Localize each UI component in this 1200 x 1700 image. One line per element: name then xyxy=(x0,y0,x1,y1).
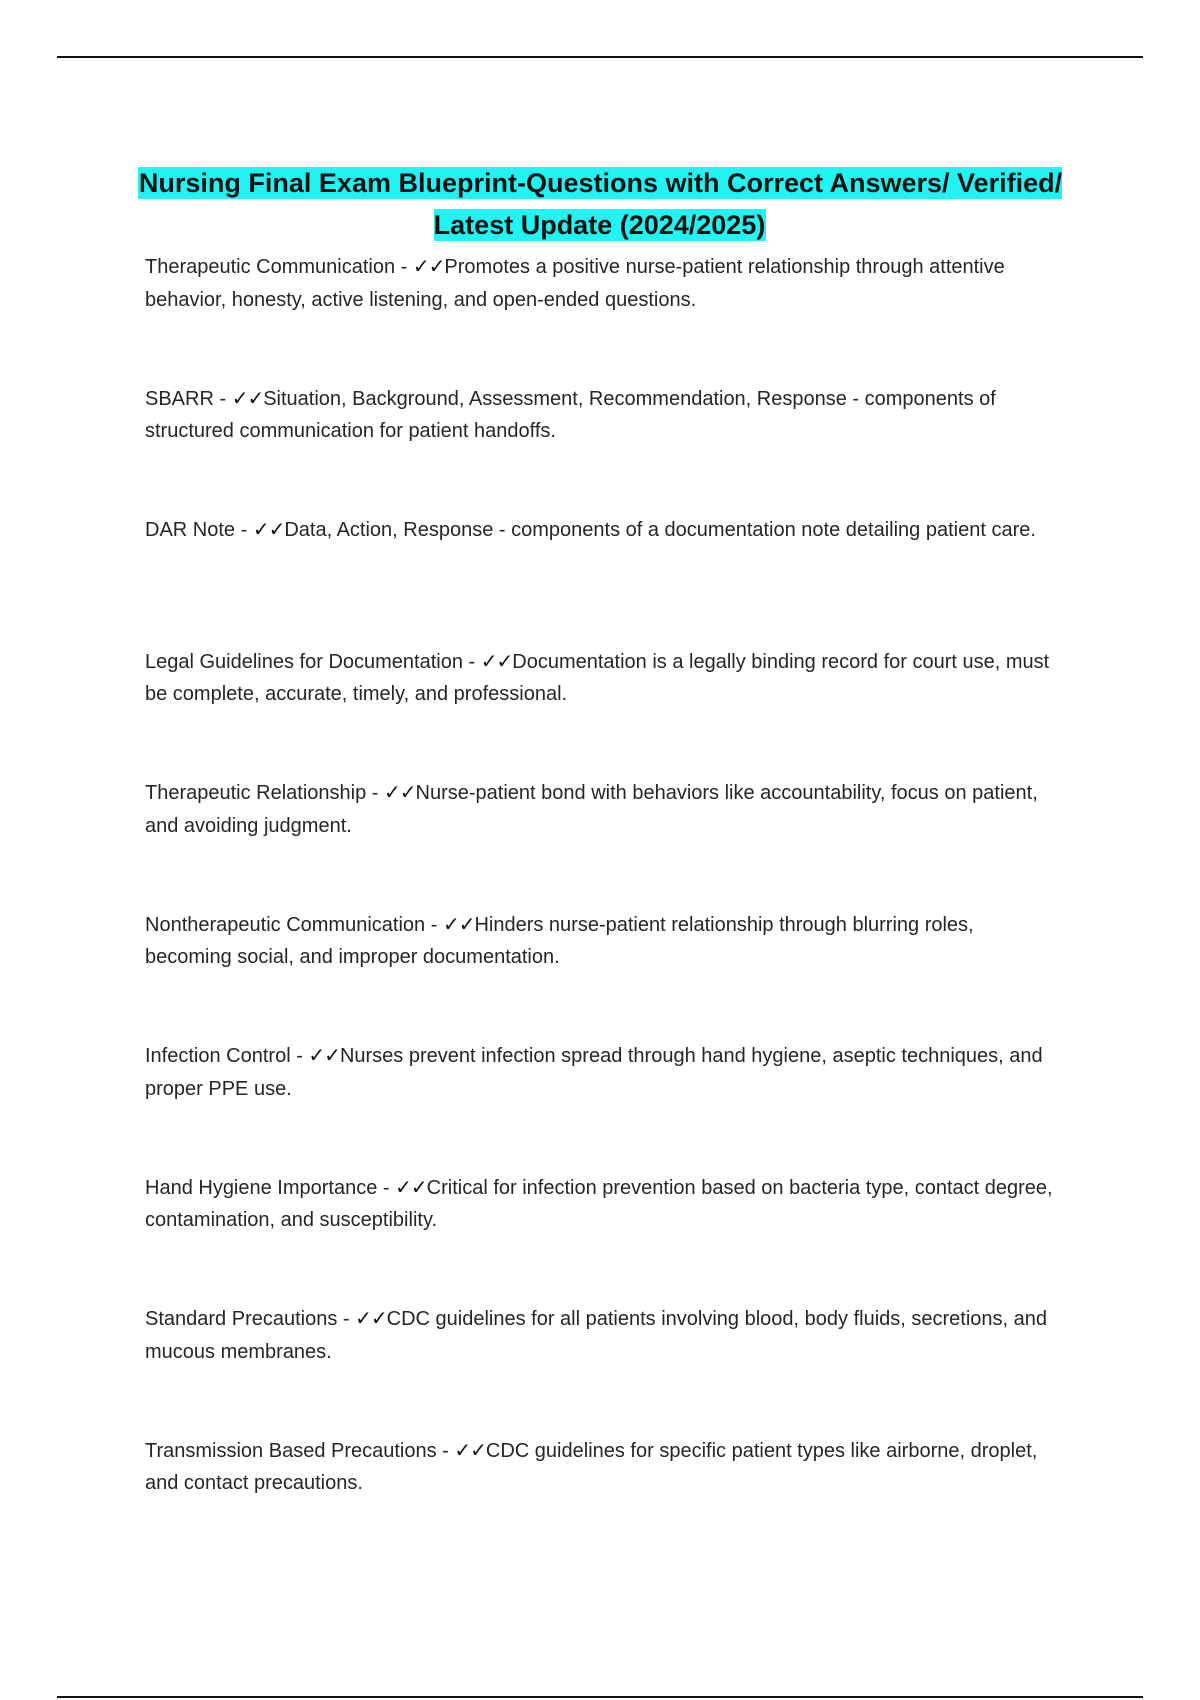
entry-separator: - xyxy=(377,1176,396,1199)
entry-term: Therapeutic Communication xyxy=(145,256,396,278)
double-check-icon: ✓✓ xyxy=(308,1043,340,1067)
entry-separator: - xyxy=(462,650,481,673)
double-check-icon: ✓✓ xyxy=(480,648,513,673)
entry xyxy=(145,1171,1065,1303)
entry-definition: Documentation is a legally binding record for court use, must be complete, accurate, timely, and professional. xyxy=(145,650,1050,705)
entry xyxy=(145,382,1065,514)
entry-definition: Hinders nurse-patient relationship through blurring roles, becoming social, and improper documentation. xyxy=(145,913,974,968)
double-check-icon: ✓✓ xyxy=(395,1174,427,1199)
entry xyxy=(145,1434,1065,1566)
entry-separator: - xyxy=(366,782,385,804)
entry-separator: - xyxy=(235,519,253,541)
entry-term: Infection Control xyxy=(145,1045,291,1067)
entry-term: Legal Guidelines for Documentation xyxy=(145,650,463,673)
entry xyxy=(145,1302,1065,1434)
entry-term: Nontherapeutic Communication xyxy=(145,913,426,936)
double-check-icon: ✓✓ xyxy=(412,254,445,278)
entry-definition: Critical for infection prevention based on bacteria type, contact degree, contamination, and susceptibility. xyxy=(145,1176,1053,1231)
entry-list xyxy=(145,250,1065,1565)
entry-term: Hand Hygiene Importance xyxy=(145,1176,378,1199)
entry-definition: Situation, Background, Assessment, Recommendation, Response - components of structured communication for patient handoffs. xyxy=(145,387,996,442)
title-highlight: Nursing Final Exam Blueprint-Questions with Correct Answers/ Verified/ Latest Update (2024/2025) xyxy=(138,168,1063,241)
entry-definition: CDC guidelines for all patients involving blood, body fluids, secretions, and mucous membranes. xyxy=(145,1308,1048,1363)
entry-separator: - xyxy=(337,1308,356,1330)
entry-separator: - xyxy=(425,913,443,936)
entry xyxy=(145,645,1065,777)
entry-term: Transmission Based Precautions xyxy=(145,1439,437,1462)
entry-definition: Nurse-patient bond with behaviors like accountability, focus on patient, and avoiding judgment. xyxy=(145,782,1038,837)
entry-separator: - xyxy=(436,1439,455,1462)
entry-separator: - xyxy=(290,1045,309,1067)
entry xyxy=(145,908,1065,1040)
double-check-icon: ✓✓ xyxy=(384,780,416,804)
entry-definition: Nurses prevent infection spread through hand hygiene, aseptic techniques, and proper PPE use. xyxy=(145,1045,1043,1100)
double-check-icon: ✓✓ xyxy=(454,1437,486,1462)
entry xyxy=(145,1039,1065,1171)
top-rule xyxy=(57,56,1143,58)
page-title xyxy=(100,162,1100,246)
double-check-icon: ✓✓ xyxy=(355,1306,387,1330)
entry-definition: CDC guidelines for specific patient types like airborne, droplet, and contact precautions. xyxy=(145,1439,1038,1494)
entry xyxy=(145,513,1065,645)
double-check-icon: ✓✓ xyxy=(252,517,285,541)
entry-term: DAR Note xyxy=(145,519,236,541)
double-check-icon: ✓✓ xyxy=(231,385,264,410)
entry xyxy=(145,776,1065,908)
entry-definition: Promotes a positive nurse-patient relationship through attentive behavior, honesty, active listening, and open-ended questions. xyxy=(145,256,1005,311)
entry-separator: - xyxy=(213,387,232,410)
entry-term: Standard Precautions xyxy=(145,1308,338,1330)
bottom-rule xyxy=(57,1696,1143,1698)
entry-definition: Data, Action, Response - components of a documentation note detailing patient care. xyxy=(284,519,1036,541)
entry-term: SBARR xyxy=(145,387,214,410)
double-check-icon: ✓✓ xyxy=(442,911,475,936)
entry-term: Therapeutic Relationship xyxy=(145,782,367,804)
entry xyxy=(145,250,1065,382)
entry-separator: - xyxy=(395,256,413,278)
